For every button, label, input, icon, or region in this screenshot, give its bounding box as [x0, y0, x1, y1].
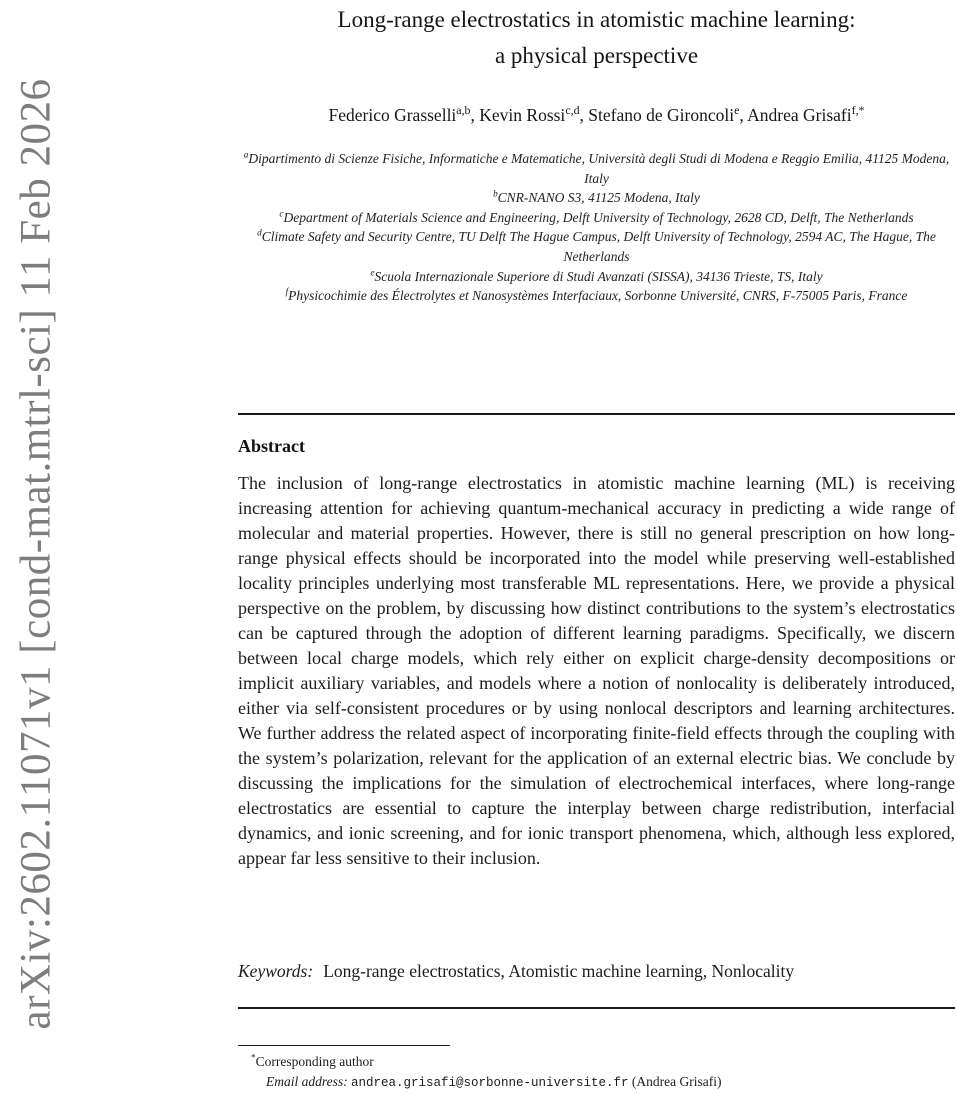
- affiliation-entry: $^a$Dipartimento di Scienze Fisiche, Informatiche e Matematiche, Università degli Studi di Modena e Reggio Emilia, 41125 Modena, Italy: [243, 149, 950, 186]
- affiliation-marker: d: [257, 227, 262, 238]
- page-title: [238, 2, 955, 74]
- abstract-text: The inclusion of long-range electrostatics in atomistic machine learning (ML) is receiving increasing attention for achieving quantum-mechanical accuracy in predicting a wide range of molecular and material properties. However, there is still no general prescription on how long-range physical effects should be incorporated into the model while preserving well-established locality principles underlying most transferable ML representations. Here, we provide a physical perspective on the problem, by discussing how distinct contributions to the system’s electrostatics can be captured through the adoption of different learning paradigms. Specifically, we discern between local charge models, which rely either on explicit charge-density decompositions or implicit auxiliary variables, and models where a notion of nonlocality is deliberately introduced, either via self-consistent procedures or by using nonlocal descriptors and learning architectures. We further address the related aspect of incorporating finite-field effects through the coupling with the system’s polarization, relevant for the application of an external electric bias. We conclude by discussing the implications for the simulation of electrochemical interfaces, where long-range electrostatics are essential to capture the interplay between charge redistribution, interfacial dynamics, and ionic screening, and for ionic transport phenomena, which, although less explored, appear far less sensitive to their inclusion.: [238, 473, 955, 868]
- author-name: Stefano de Gironcoli: [588, 105, 735, 125]
- footnote-separator-rule: [238, 1045, 450, 1046]
- author-affiliation-marker: e: [734, 103, 740, 118]
- author-name: Federico Grasselli: [328, 105, 457, 125]
- affiliation-marker: e: [370, 267, 375, 278]
- abstract-top-rule: [238, 413, 955, 415]
- author-affiliation-marker: c,d: [565, 103, 580, 118]
- paper-header: [238, 0, 955, 306]
- abstract-heading: Abstract: [238, 436, 305, 456]
- email-suffix: (Andrea Grisafi): [628, 1074, 722, 1089]
- author-name: Kevin Rossi: [479, 105, 566, 125]
- affiliation-marker: c: [279, 208, 284, 219]
- keywords-text: Long-range electrostatics, Atomistic machine learning, Nonlocality: [323, 961, 795, 981]
- abstract-section: [238, 413, 955, 871]
- keywords-label: Keywords:: [238, 961, 314, 981]
- author-affiliation-marker: f,*: [851, 103, 865, 118]
- author-name: Andrea Grisafi: [747, 105, 852, 125]
- email-label: Email address:: [266, 1074, 348, 1089]
- title-line-1: Long-range electrostatics in atomistic machine learning:: [337, 7, 856, 32]
- affiliations-block: [238, 149, 955, 306]
- corresponding-author-note: [238, 1052, 955, 1072]
- email-address: andrea.grisafi@sorbonne-universite.fr: [351, 1076, 629, 1090]
- affiliation-marker: b: [493, 188, 498, 199]
- authors-line: Federico Grasselli$^{a,b}$, Kevin Rossi$^{c,d}$, Stefano de Gironcoli$^e$, Andrea Grisafi$^{f,*}$: [328, 103, 865, 125]
- corresponding-author-text: Corresponding author: [255, 1054, 374, 1069]
- affiliation-entry: $^c$Department of Materials Science and Engineering, Delft University of Technology, 2628 CD, Delft, The Netherlands: [279, 208, 914, 225]
- title-line-2: a physical perspective: [494, 43, 699, 68]
- affiliation-marker: a: [243, 149, 249, 160]
- arxiv-watermark: arXiv:2602.11071v1 [cond-mat.mtrl-sci] 11 Feb 2026: [12, 78, 60, 1030]
- affiliation-marker: f: [285, 286, 289, 297]
- author-affiliation-marker: a,b: [456, 103, 471, 118]
- footer-rule: [238, 1007, 955, 1009]
- affiliation-entry: $^f$Physicochimie des Électrolytes et Nanosystèmes Interfaciaux, Sorbonne Université, CNRS, F-75005 Paris, France: [285, 286, 908, 304]
- email-line: [238, 1072, 955, 1093]
- affiliation-entry: $^e$Scuola Internazionale Superiore di Studi Avanzati (SISSA), 34136 Trieste, TS, Italy: [370, 267, 823, 284]
- affiliation-entry: $^b$CNR-NANO S3, 41125 Modena, Italy: [493, 188, 700, 206]
- keywords-line: [238, 961, 955, 982]
- footnote-block: [238, 1045, 955, 1093]
- footnote-marker: *: [251, 1052, 256, 1063]
- affiliation-entry: $^d$Climate Safety and Security Centre, TU Delft The Hague Campus, Delft University of Technology, 2594 AC, The Hague, The Netherlands: [257, 227, 936, 264]
